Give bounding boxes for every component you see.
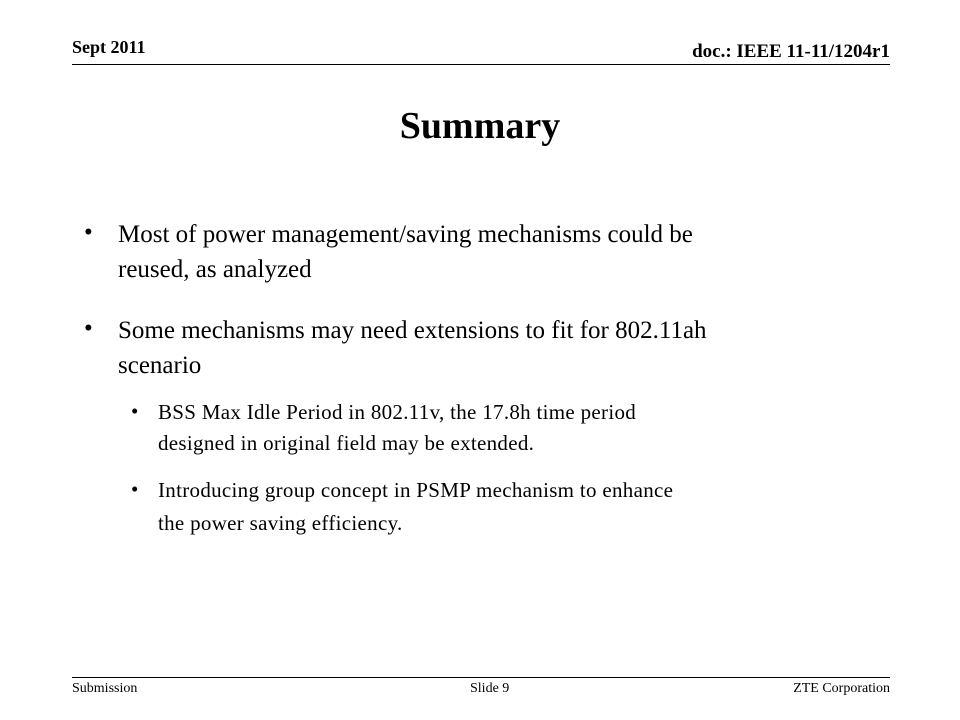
sub-bullet-marker: • — [131, 399, 139, 423]
bullet-marker: • — [84, 219, 93, 246]
bullet-1-line-2: reused, as analyzed — [118, 256, 312, 283]
sub-bullet-1-line-2: designed in original field may be extended. — [158, 431, 535, 455]
sub-bullet-2-line-2: the power saving efficiency. — [158, 511, 403, 535]
footer-divider — [72, 677, 890, 678]
slide-title: Summary — [399, 105, 561, 147]
bullet-1-line-1: Most of power management/saving mechanisms could be — [118, 221, 693, 248]
sub-bullet-1-line-1: BSS Max Idle Period in 802.11v, the 17.8h time period — [158, 400, 637, 424]
footer-submission: Submission — [72, 681, 138, 696]
footer-slide-number: Slide 9 — [470, 681, 510, 696]
sub-bullet-2-line-1: Introducing group concept in PSMP mechanism to enhance — [158, 478, 674, 502]
bullet-2-line-2: scenario — [118, 352, 202, 379]
header-divider — [72, 64, 890, 65]
sub-bullet-marker: • — [131, 477, 139, 501]
bullet-2-line-1: Some mechanisms may need extensions to fit for 802.11ah — [118, 317, 707, 344]
header-date: Sept 2011 — [72, 37, 146, 57]
header-doc-id: doc.: IEEE 11-11/1204r1 — [692, 41, 890, 62]
bullet-marker: • — [84, 315, 93, 342]
footer-organization: ZTE Corporation — [793, 681, 890, 696]
